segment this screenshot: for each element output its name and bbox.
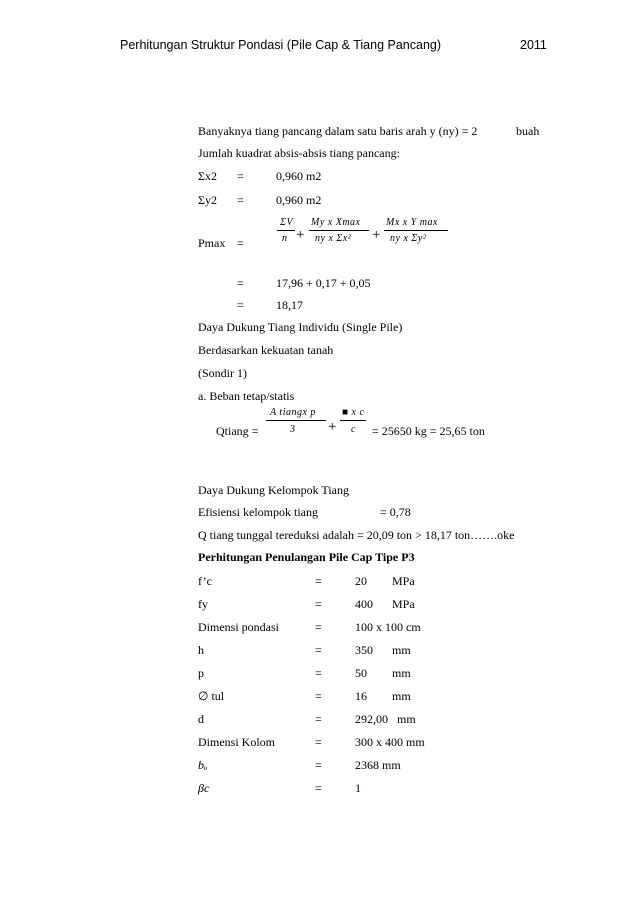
pmax-label: Pmax [198,236,226,250]
qtiang-result: = 25650 kg = 25,65 ton [372,424,485,438]
param-value: 50 [355,666,367,680]
single-pile-title: Daya Dukung Tiang Individu (Single Pile) [198,320,403,334]
param-value: 20 [355,574,367,588]
qtiang-f1-bar [266,420,326,421]
param-value: 400 [355,597,373,611]
param-eq: = [315,666,322,680]
sum-x-eq: = [237,169,244,183]
pmax-line2: 18,17 [276,298,303,312]
qtiang-f1-den: 3 [290,424,296,435]
param-label: βc [198,781,210,795]
group-eff-label: Efisiensi kelompok tiang [198,505,318,519]
qtiang-f1-num: A tiangx p [270,407,316,418]
param-label: d [198,712,204,726]
param-eq: = [315,574,322,588]
param-unit: MPa [392,574,415,588]
pilecap-title: Perhitungan Penulangan Pile Cap Tipe P3 [198,550,415,564]
param-label: f’c [198,574,212,588]
pmax-f3-num: Mx x Y max [386,217,438,228]
param-label: Dimensi Kolom [198,735,275,749]
pmax-f2-num: My x Xmax [311,217,361,228]
qtiang-f2-den: c [351,424,356,435]
param-unit: mm [392,689,411,703]
single-pile-sondir: (Sondir 1) [198,366,247,380]
page-header-year: 2011 [520,38,547,52]
qtiang-label: Qtiang = [216,424,259,438]
param-value: 350 [355,643,373,657]
param-eq: = [315,620,322,634]
param-value: 300 x 400 mm [355,735,425,749]
pmax-f2-bar [309,230,369,231]
group-eff-value: = 0,78 [380,505,411,519]
pmax-eq: = [237,236,244,250]
param-eq: = [315,758,322,772]
single-pile-basis: Berdasarkan kekuatan tanah [198,343,334,357]
sum-line: Jumlah kuadrat absis-absis tiang pancang: [198,146,400,160]
pmax-line1-eq: = [237,276,244,290]
param-label: bₒ [198,758,208,772]
pmax-f2-den: ny x Σx² [315,233,352,244]
param-unit: MPa [392,597,415,611]
param-eq: = [315,735,322,749]
param-eq: = [315,597,322,611]
param-eq: = [315,689,322,703]
param-label: ∅ tul [198,689,225,703]
qtiang-plus: + [328,419,337,435]
group-check: Q tiang tunggal tereduksi adalah = 20,09 ton > 18,17 ton…….oke [198,528,515,542]
sum-y-value: 0,960 m2 [276,193,322,207]
pmax-f1-bar [277,230,295,231]
pmax-f3-den: ny x Σy² [390,233,427,244]
pmax-line1: 17,96 + 0,17 + 0,05 [276,276,371,290]
pmax-f1-num: ΣV [280,217,294,228]
qtiang-f2-num: ■ x c [342,407,365,418]
sum-y-eq: = [237,193,244,207]
pmax-f3-bar [384,230,448,231]
param-value: 100 x 100 cm [355,620,421,634]
param-label: p [198,666,204,680]
pmax-plus1: + [296,227,305,243]
sum-x-value: 0,960 m2 [276,169,322,183]
param-label: h [198,643,204,657]
pmax-plus2: + [372,227,381,243]
param-unit: mm [392,643,411,657]
param-value: 292,00 [355,712,388,726]
sum-x-label: Σx2 [198,169,217,183]
sum-y-label: Σy2 [198,193,217,207]
ny-line: Banyaknya tiang pancang dalam satu baris arah y (ny) = 2 [198,124,478,138]
group-title: Daya Dukung Kelompok Tiang [198,483,349,497]
param-eq: = [315,781,322,795]
pmax-f1-den: n [282,233,288,244]
param-value: 1 [355,781,361,795]
param-eq: = [315,712,322,726]
param-value: 2368 mm [355,758,401,772]
param-unit: mm [397,712,416,726]
page-header-title: Perhitungan Struktur Pondasi (Pile Cap & Tiang Pancang) [120,38,442,52]
pmax-line2-eq: = [237,298,244,312]
ny-unit: buah [516,124,540,138]
param-label: Dimensi pondasi [198,620,279,634]
param-unit: mm [392,666,411,680]
qtiang-f2-bar [340,420,366,421]
param-eq: = [315,643,322,657]
param-label: fy [198,597,208,611]
single-pile-load-case: a. Beban tetap/statis [198,389,295,403]
param-value: 16 [355,689,367,703]
